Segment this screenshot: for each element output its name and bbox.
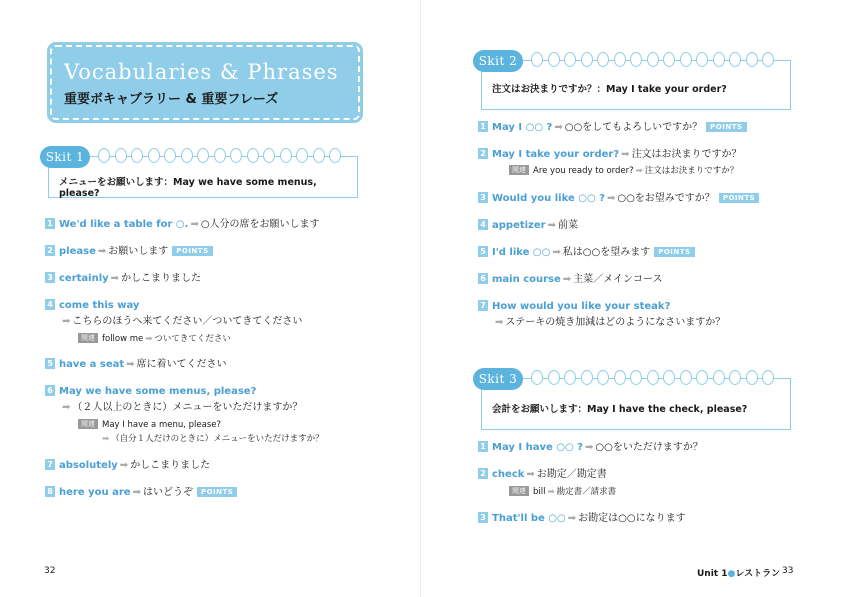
arrow-icon: ➡ [606, 193, 616, 204]
skit-heading: 会計をお願いします：May I have the check, please? [481, 378, 791, 430]
skit-badge: Skit 3 [473, 368, 523, 390]
notebook-rings [98, 148, 341, 166]
dot-icon: ● [727, 569, 736, 579]
list-item-translation: ➡ （２人以上のときに）メニューをいただけますか？ [62, 402, 303, 413]
arrow-icon: ➡ [62, 402, 71, 413]
list-item: 5 have a seat ➡ 席に着いてください [45, 358, 227, 372]
notebook-rings [531, 370, 774, 388]
list-item: 4 come this way [45, 299, 139, 313]
related-tag: 関連 [78, 333, 98, 343]
list-item: 7 How would you like your steak? [478, 300, 670, 314]
arrow-icon: ➡ [190, 219, 199, 230]
related-note: 関連 Are you ready to order? ➡ 注文はお決まりですか？ [509, 165, 738, 177]
list-item: 3 Would you like ○○ ? ➡ ○○をお望みですか？ POINTS [478, 192, 759, 206]
arrow-icon: ➡ [102, 434, 110, 444]
arrow-icon: ➡ [554, 122, 563, 133]
arrow-icon: ➡ [567, 513, 577, 524]
notebook-rings [531, 52, 774, 70]
list-item: 2 please ➡ お願いします POINTS [45, 245, 213, 259]
arrow-icon: ➡ [562, 274, 572, 285]
list-item: 3 certainly ➡ かしこまりました [45, 272, 201, 286]
list-item: 8 here you are ➡ はいどうぞ POINTS [45, 486, 237, 500]
arrow-icon: ➡ [552, 247, 561, 258]
arrow-icon: ➡ [635, 166, 643, 176]
related-note: 関連 May I have a menu, please? [78, 419, 221, 431]
page-number: 32 [44, 566, 56, 576]
arrow-icon: ➡ [62, 316, 71, 327]
arrow-icon: ➡ [97, 246, 107, 257]
skit-heading: 注文はお決まりですか？：May I take your order? [481, 60, 791, 110]
unit-label: Unit 1 [697, 569, 728, 579]
arrow-icon: ➡ [119, 460, 129, 471]
list-item-translation: ➡ こちらのほうへ来てください／ついてきてください [62, 316, 303, 327]
related-note-translation: ➡ （自分１人だけのときに）メニューをいただけますか？ [102, 434, 324, 444]
points-badge: POINTS [172, 246, 212, 256]
list-item: 7 absolutely ➡ かしこまりました [45, 459, 210, 473]
list-item: 2 check ➡ お勘定／勘定書 [478, 468, 607, 482]
arrow-icon: ➡ [547, 487, 555, 497]
list-item: 1 We'd like a table for ○. ➡ ○人分の席をお願いします [45, 218, 320, 232]
title-english: Vocabularies & Phrases [64, 60, 339, 84]
list-item: 6 May we have some menus, please? [45, 385, 256, 399]
page-number: 33 [782, 566, 794, 576]
list-item: 1 May I ○○ ? ➡ ○○をしてもよろしいですか？ POINTS [478, 121, 747, 135]
list-item: 1 May I have ○○ ? ➡ ○○をいただけますか？ [478, 441, 703, 455]
points-badge: POINTS [706, 122, 746, 132]
skit-heading: メニューをお願いします：May we have some menus, please? [48, 156, 358, 198]
related-note: 関連 bill ➡ 勘定書／請求書 [509, 486, 616, 498]
related-tag: 関連 [78, 419, 98, 429]
arrow-icon: ➡ [584, 442, 594, 453]
left-page [0, 0, 420, 597]
arrow-icon: ➡ [145, 334, 153, 344]
title-box [50, 45, 360, 120]
points-badge: POINTS [654, 247, 694, 257]
related-tag: 関連 [509, 165, 529, 175]
unit-title: レストラン [735, 569, 781, 579]
list-item: 5 I'd like ○○ ➡ 私は○○を望みます POINTS [478, 246, 695, 260]
arrow-icon: ➡ [126, 359, 135, 370]
related-note: 関連 follow me ➡ ついてきてください [78, 333, 231, 345]
arrow-icon: ➡ [110, 273, 120, 284]
arrow-icon: ➡ [495, 317, 504, 328]
list-item: 3 That'll be ○○ ➡ お勘定は○○になります [478, 512, 686, 526]
arrow-icon: ➡ [547, 220, 556, 231]
points-badge: POINTS [719, 193, 759, 203]
title-japanese: 重要ボキャブラリー & 重要フレーズ [64, 92, 279, 107]
list-item: 6 main course ➡ 主菜／メインコース [478, 273, 662, 287]
skit-badge: Skit 2 [473, 50, 523, 72]
right-page [421, 0, 841, 597]
related-tag: 関連 [509, 486, 529, 496]
points-badge: POINTS [197, 487, 237, 497]
arrow-icon: ➡ [526, 469, 535, 480]
arrow-icon: ➡ [132, 487, 141, 498]
running-footer [697, 566, 780, 579]
skit-badge: Skit 1 [40, 146, 90, 168]
list-item: 2 May I take your order? ➡ 注文はお決まりですか？ [478, 148, 742, 162]
list-item: 4 appetizer ➡ 前菜 [478, 219, 578, 233]
list-item-translation: ➡ ステーキの焼き加減はどのようになさいますか？ [495, 317, 726, 328]
arrow-icon: ➡ [621, 149, 630, 160]
